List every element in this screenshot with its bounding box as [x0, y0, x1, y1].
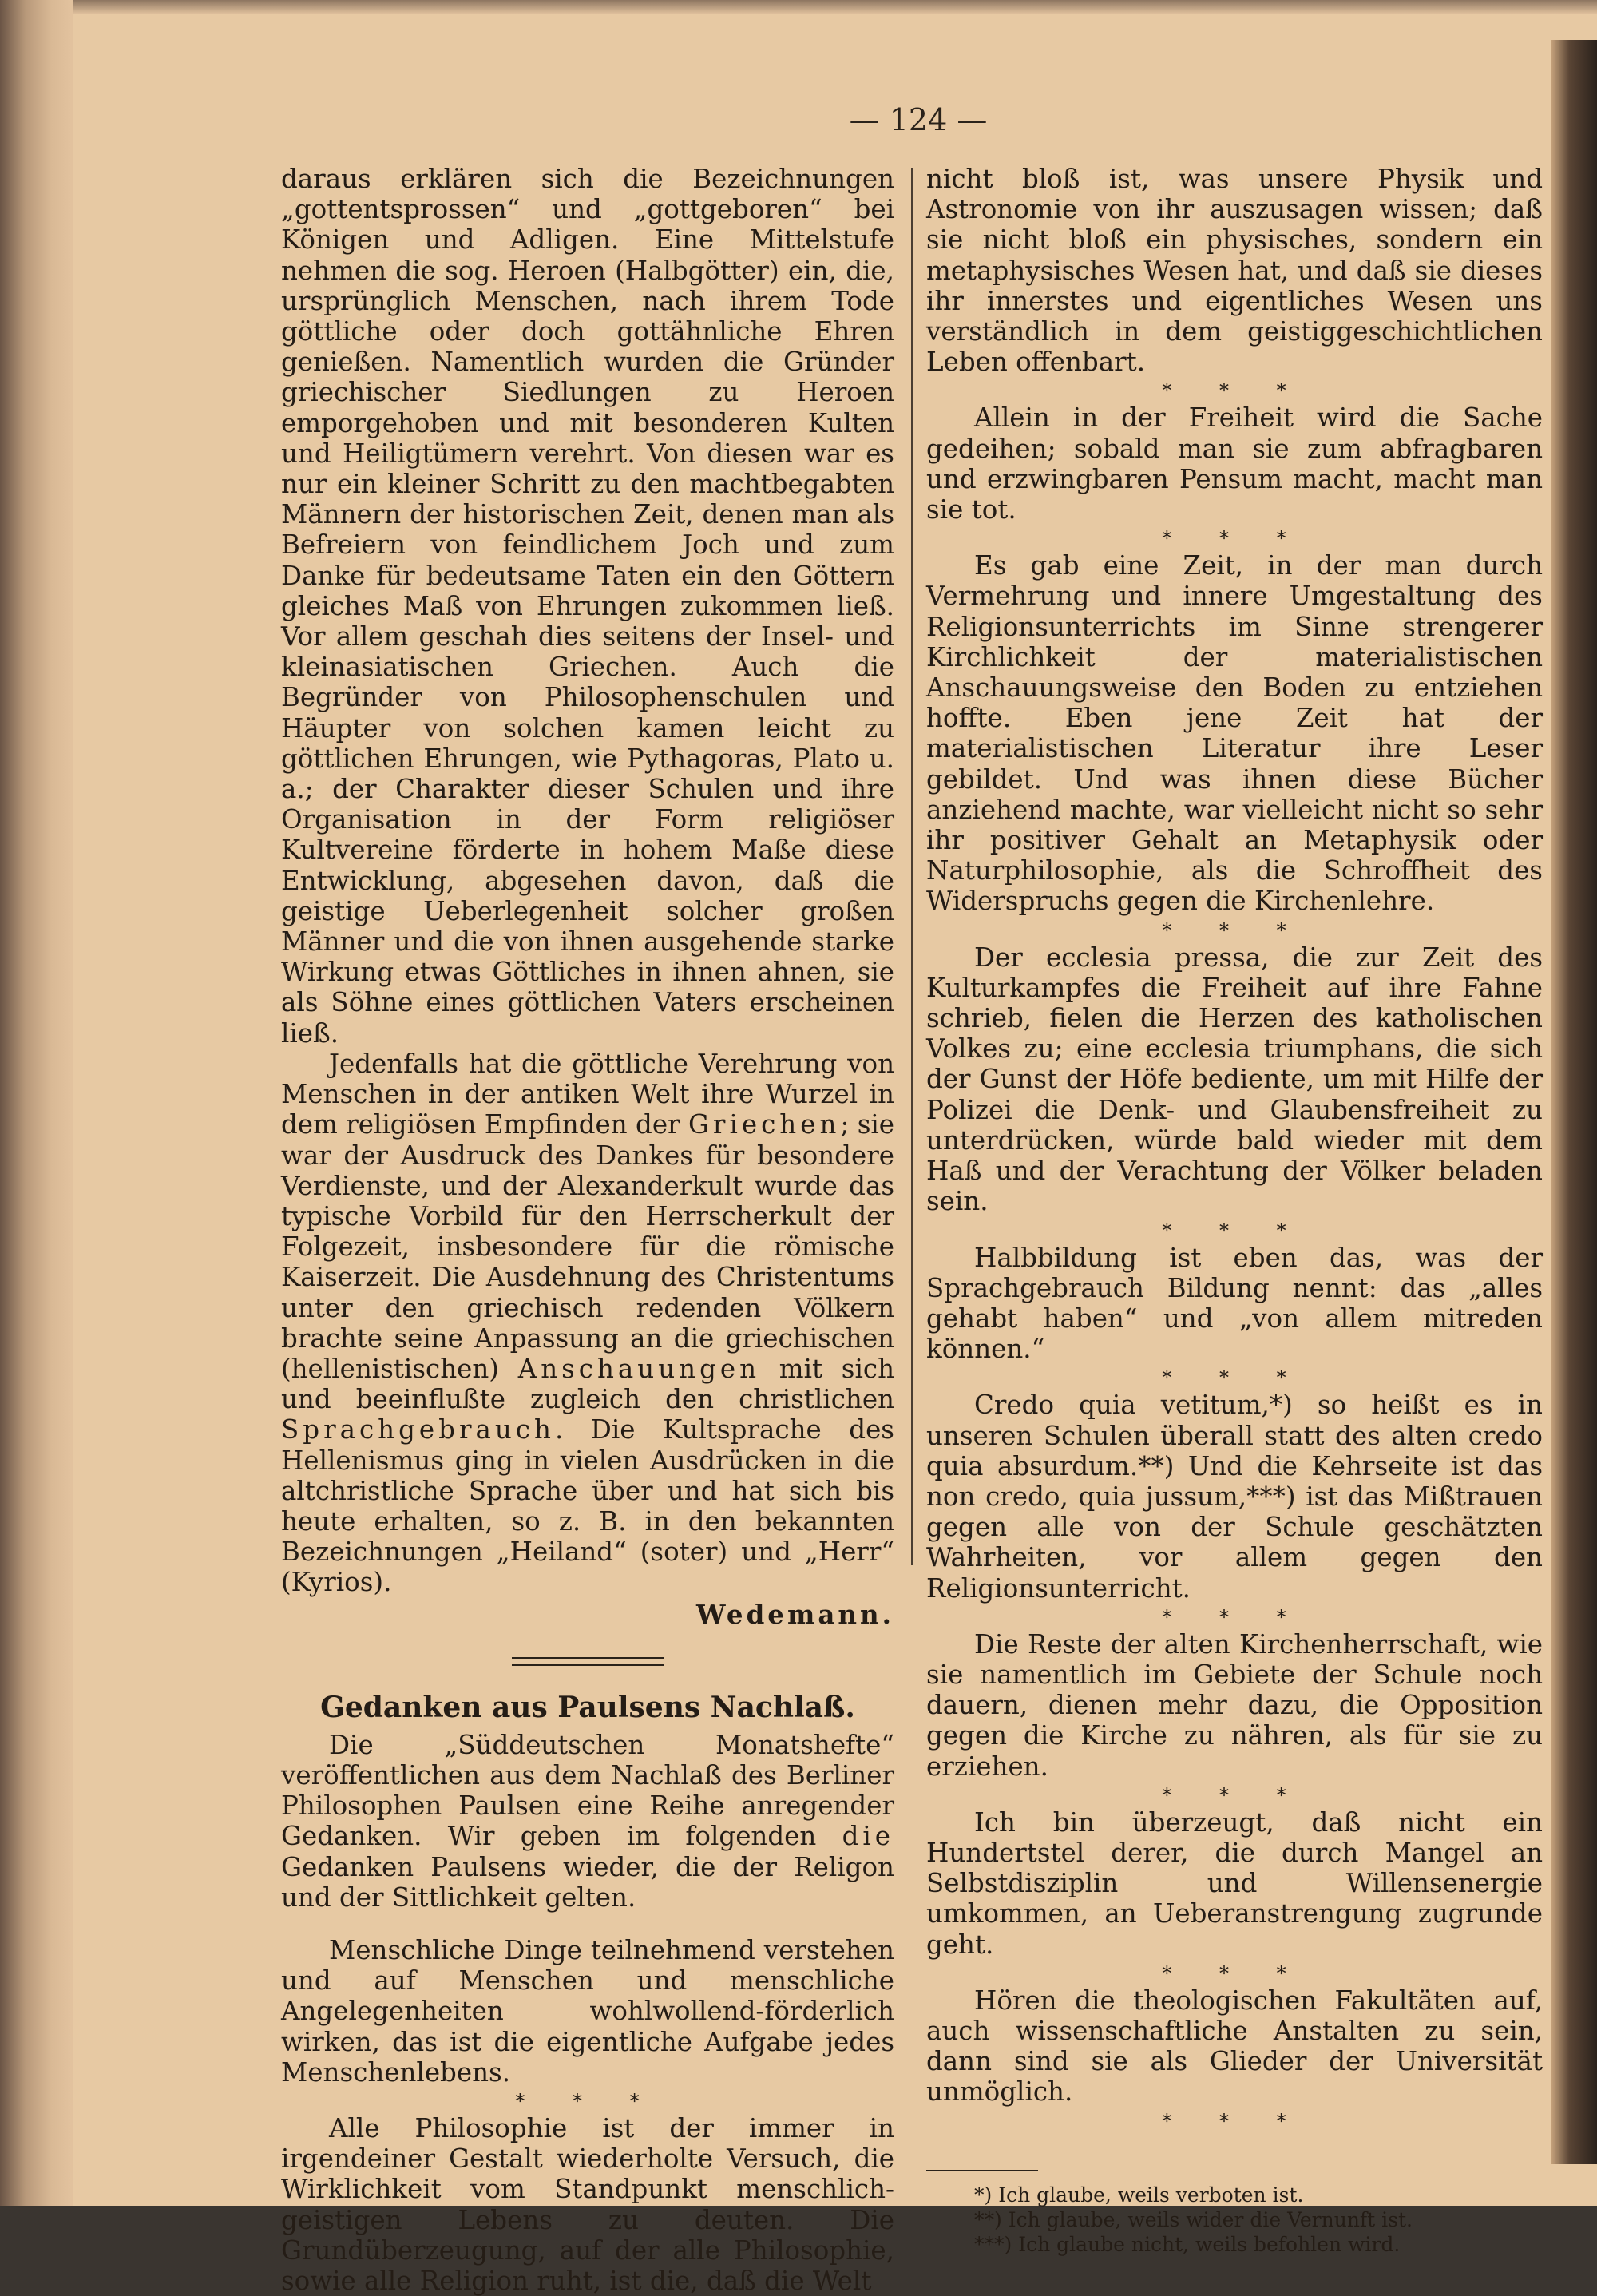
column-divider	[911, 168, 913, 1565]
text-run: Jedenfalls hat die göttliche Verehrung von Menschen in der antiken Welt ihre Wurzel in dem religiösen Empfinden der	[281, 1048, 894, 1140]
right-paragraph-7: Die Reste der alten Kirchenherrschaft, wie sie namentlich im Gebiete der Schule noch dauern, dienen mehr dazu, die Opposition gegen die Kirche zu nähren, als für sie zu erziehen.	[926, 1628, 1543, 1782]
page-number: — 124 —	[849, 102, 988, 137]
right-column	[926, 164, 1543, 2257]
text-run: Die „Süddeutschen Monatshefte“ veröffentlichen aus dem Nachlaß des Berliner Philosophen Paulsen eine Reihe anregender Gedanken. Wir geben im folgenden	[281, 1729, 894, 1852]
left-paragraph-3	[281, 1730, 894, 1913]
footnote-1: *) Ich glaube, weils verboten ist.	[974, 2183, 1304, 2207]
text-run: mit sich und beeinflußte zugleich den christlichen	[281, 1353, 895, 1415]
right-paragraph-2: Allein in der Freiheit wird die Sache gedeihen; sobald man sie zum abfragbaren und erzwingbaren Pensum macht, macht man sie tot.	[926, 402, 1543, 525]
right-paragraph-8: Ich bin überzeugt, daß nicht ein Hundertstel derer, die durch Mangel an Selbstdisziplin und Willensenergie umkommen, an Ueberanstrengung zugrunde geht.	[926, 1806, 1543, 1960]
book-right-edge	[1551, 40, 1597, 2164]
right-paragraph-3: Es gab eine Zeit, in der man durch Vermehrung und innere Umgestaltung des Religionsunterrichts im Sinne strengerer Kirchlichkeit der materialistischen Anschauungsweise den Boden zu entziehen hoffte. Eben jene Zeit hat der materialistischen Literatur ihre Leser gebildet. Und was ihnen diese Bücher anziehend machte, war vielleicht nicht so sehr ihr positiver Gehalt an Metaphysik oder Naturphilosophie, als die Schroffheit des Widerspruchs gegen die Kirchenlehre.	[926, 550, 1543, 917]
asterism-separator: * * *	[1162, 1783, 1307, 1806]
left-paragraph-2	[281, 1049, 894, 1598]
spaced-word: die	[842, 1821, 894, 1852]
spaced-word: Sprachgebrauch	[281, 1414, 555, 1445]
asterism-separator: * * *	[515, 2089, 660, 2112]
spaced-word: Anschauungen	[517, 1353, 761, 1384]
asterism-separator: * * *	[1162, 1219, 1307, 1242]
spaced-word: Griechen	[688, 1109, 841, 1140]
asterism-separator: * * *	[1162, 1605, 1307, 1628]
footnote-rule	[926, 2170, 1038, 2171]
right-paragraph-9: Hören die theologischen Fakultäten auf, auch wissenschaftliche Anstalten zu sein, dann sind sie als Glieder der Universität unmöglich.	[926, 1985, 1543, 2108]
right-paragraph-6: Credo quia vetitum,*) so heißt es in unseren Schulen überall statt des alten credo quia absurdum.**) Und die Kehrseite ist das non credo, quia jussum,***) ist das Mißtrauen gegen alle von der Schule geschätzten Wahrheiten, vor allem gegen den Religionsunterricht.	[926, 1390, 1543, 1604]
left-paragraph-1: daraus erklären sich die Bezeichnungen „gottentsprossen“ und „gottgeboren“ bei Königen und Adligen. Eine Mittelstufe nehmen die sog. Heroen (Halbgötter) ein, die, ursprünglich Menschen, nach ihrem Tode göttliche oder doch gottähnliche Ehren genießen. Namentlich wurden die Gründer griechischer Siedlungen zu Heroen emporgehoben und mit besonderen Kulten und Heiligtümern verehrt. Von diesen war es nur ein kleiner Schritt zu den machtbegabten Männern der historischen Zeit, denen man als Befreiern von feindlichem Joch und zum Danke für bedeutsame Taten ein den Göttern gleiches Maß von Ehrungen zukommen ließ. Vor allem geschah dies seitens der Insel- und kleinasiatischen Griechen. Auch die Begründer von Philosophenschulen und Häupter von solchen kamen leicht zu göttlichen Ehrungen, wie Pythagoras, Plato u. a.; der Charakter dieser Schulen und ihre Organisation in der Form religiöser Kultvereine förderte in hohem Maße diese Entwicklung, abgesehen davon, daß die geistige Ueberlegenheit solcher großen Männer und die von ihnen ausgehende starke Wirkung etwas Göttliches in ihnen ahnen, sie als Söhne eines göttlichen Vaters erscheinen ließ.	[281, 164, 894, 1049]
footnote-2: **) Ich glaube, weils wider die Vernunft ist.	[974, 2207, 1413, 2231]
asterism-separator: * * *	[1162, 527, 1307, 550]
right-paragraph-5: Halbbildung ist eben das, was der Sprachgebrauch Bildung nennt: das „alles gehabt haben“ und „von allem mitreden können.“	[926, 1242, 1543, 1365]
asterism-separator: * * *	[1162, 2109, 1307, 2132]
text-run: . Die Kultsprache des Hellenismus ging in vielen Ausdrücken in die altchristliche Sprache über und hat sich bis heute erhalten, so z. B. in den bekannten Bezeichnungen „Heiland“ (soter) und „Herr“ (Kyrios).	[281, 1414, 894, 1598]
page-top-edge	[73, 0, 1597, 14]
asterism-separator: * * *	[1162, 1961, 1307, 1985]
footnote-3: ***) Ich glaube nicht, weils befohlen wird.	[974, 2232, 1401, 2256]
footnotes	[926, 2183, 1543, 2257]
asterism-separator: * * *	[1162, 1366, 1307, 1390]
section-double-rule	[512, 1657, 664, 1666]
right-paragraph-1: nicht bloß ist, was unsere Physik und Astronomie von ihr auszusagen wissen; daß sie nicht bloß ein physisches, sondern ein metaphysisches Wesen hat, und daß sie dieses ihr innerstes und eigentliches Wesen uns verständlich in dem geistiggeschichtlichen Leben offenbart.	[926, 164, 1543, 378]
left-column	[281, 164, 894, 2296]
section-heading: Gedanken aus Paulsens Nachlaß.	[320, 1690, 855, 1724]
author-signature: Wedemann.	[696, 1598, 894, 1630]
text-run: Gedanken Paulsens wieder, die der Religon und der Sittlichkeit gelten.	[281, 1851, 894, 1913]
right-paragraph-4: Der ecclesia pressa, die zur Zeit des Kulturkampfes die Freiheit auf ihre Fahne schrieb, fielen die Herzen des katholischen Volkes zu; eine ecclesia triumphans, die sich der Gunst der Höfe bediente, um mit Hilfe der Polizei die Denk- und Glaubensfreiheit zu unterdrücken, würde bald wieder mit dem Haß und der Verachtung der Völker beladen sein.	[926, 942, 1543, 1217]
left-paragraph-4: Menschliche Dinge teilnehmend verstehen und auf Menschen und menschliche Angelegenheiten wohlwollend-förderlich wirken, das ist die eigentliche Aufgabe jedes Menschenlebens.	[281, 1934, 894, 2088]
left-paragraph-5: Alle Philosophie ist der immer in irgendeiner Gestalt wiederholte Versuch, die Wirklichkeit vom Standpunkt menschlich-geistigen Lebens zu deuten. Die Grundüberzeugung, auf der alle Philosophie, sowie alle Religion ruht, ist die, daß die Welt	[281, 2112, 894, 2296]
text-run: ; sie war der Ausdruck des Dankes für besondere Verdienste, und der Alexanderkult wurde das typische Vorbild für den Herrscherkult der Folgezeit, insbesondere für die römische Kaiserzeit. Die Ausdehnung des Christentums unter den griechisch redenden Völkern brachte seine Anpassung an die griechischen (hellenistischen)	[281, 1109, 895, 1384]
book-gutter-shadow	[0, 0, 73, 2206]
asterism-separator: * * *	[1162, 379, 1307, 402]
asterism-separator: * * *	[1162, 918, 1307, 942]
